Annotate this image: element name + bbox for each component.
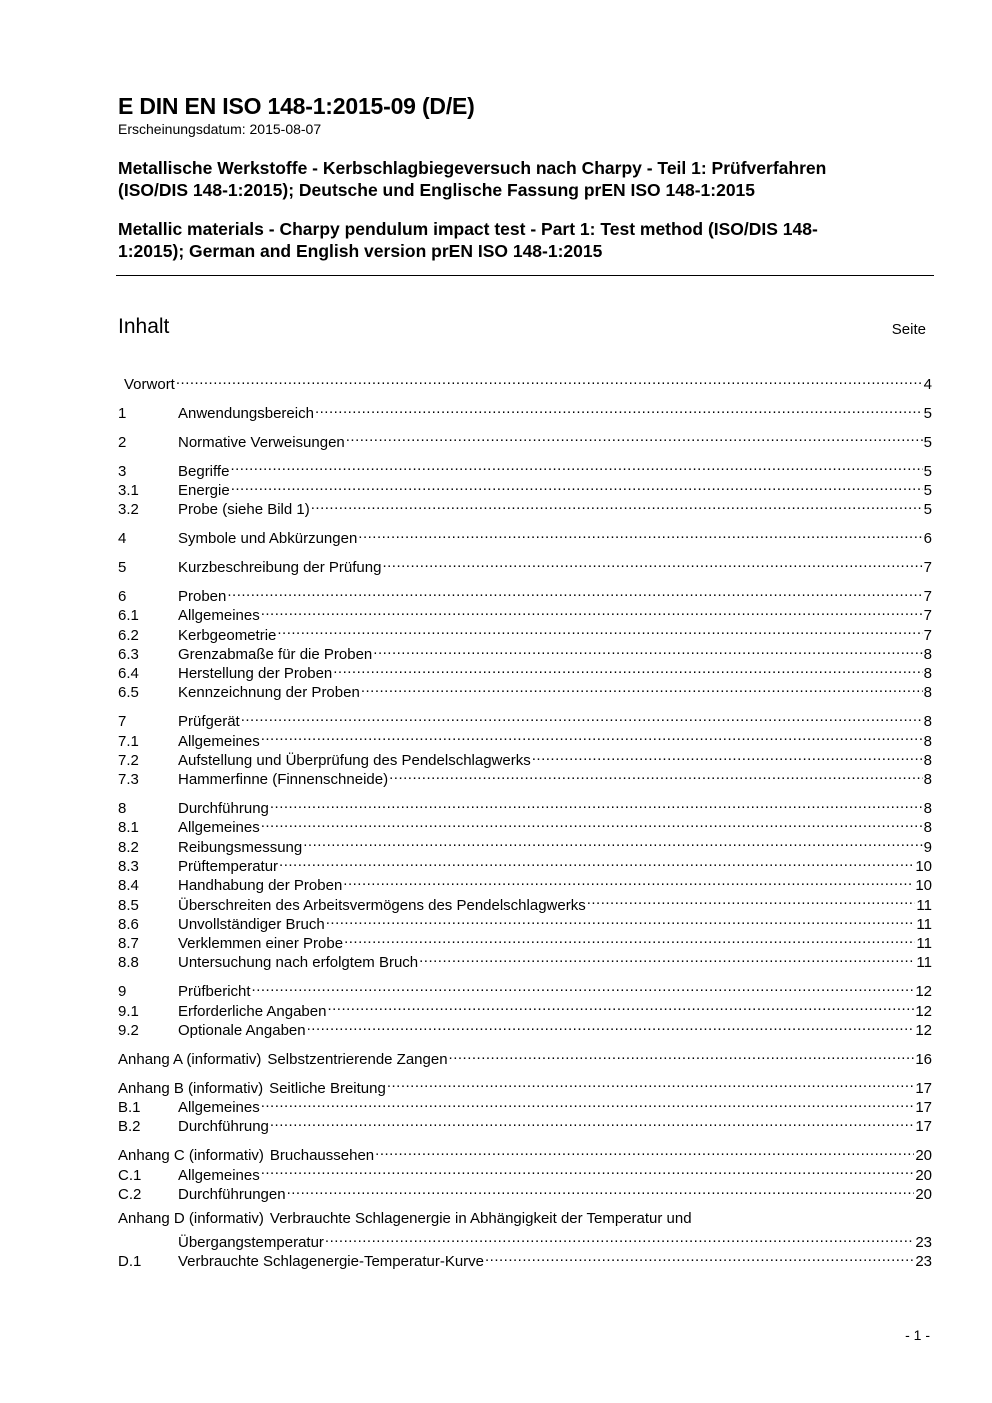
toc-entry-title: Kerbgeometrie bbox=[178, 626, 277, 644]
toc-entry-number: 7.1 bbox=[118, 732, 139, 750]
toc-entry-title: Handhabung der Proben bbox=[178, 877, 343, 895]
toc-entry-page: 8 bbox=[923, 732, 932, 750]
toc-entry-number: 7 bbox=[118, 713, 127, 731]
toc-entry-number: C.2 bbox=[118, 1185, 142, 1203]
toc-entry[interactable] bbox=[118, 553, 932, 577]
toc-entry[interactable] bbox=[118, 794, 932, 818]
toc-entry-page: 20 bbox=[915, 1185, 932, 1203]
toc-entry-title: Proben bbox=[178, 587, 227, 605]
toc-dot-leader bbox=[270, 794, 923, 813]
toc-dot-leader bbox=[587, 891, 916, 910]
toc-entry-title: Kurzbeschreibung der Prüfung bbox=[178, 559, 382, 577]
toc-entry-title: Probe (siehe Bild 1) bbox=[178, 501, 310, 519]
toc-entry-page: 8 bbox=[923, 800, 932, 818]
toc-entry-number: 6.2 bbox=[118, 626, 139, 644]
toc-entry-number: 9 bbox=[118, 983, 127, 1001]
toc-entry[interactable] bbox=[118, 727, 932, 750]
toc-dot-leader bbox=[261, 813, 923, 832]
toc-dot-leader bbox=[382, 553, 922, 572]
toc-entry-number: 2 bbox=[118, 433, 127, 451]
toc-dot-leader bbox=[343, 871, 914, 890]
toc-entry-page: 11 bbox=[916, 935, 932, 953]
toc-entry-title: Übergangstemperatur bbox=[178, 1234, 324, 1251]
toc-entry-page: 17 bbox=[915, 1118, 932, 1136]
toc-entry-title: Prüftemperatur bbox=[178, 857, 279, 875]
toc-entry-number: 8.2 bbox=[118, 838, 139, 856]
toc-entry[interactable] bbox=[118, 1141, 932, 1165]
toc-dot-leader bbox=[387, 1074, 915, 1093]
toc-entry-page: 11 bbox=[916, 915, 932, 933]
toc-entry-page: 8 bbox=[923, 713, 932, 731]
toc-dot-leader bbox=[227, 582, 922, 601]
toc-entry[interactable] bbox=[118, 399, 932, 422]
toc-entry-title: Allgemeines bbox=[178, 1099, 260, 1117]
toc-group bbox=[118, 1141, 932, 1203]
header-divider bbox=[116, 275, 934, 276]
toc-entry-title: Symbole und Abkürzungen bbox=[178, 530, 358, 548]
toc-entry-number: C.1 bbox=[118, 1166, 142, 1184]
toc-entry-number: 8.7 bbox=[118, 935, 139, 953]
toc-dot-leader bbox=[315, 399, 923, 418]
toc-entry-number: 6.5 bbox=[118, 684, 139, 702]
toc-dot-leader bbox=[419, 948, 915, 967]
toc-entry-title: Grenzabmaße für die Proben bbox=[178, 645, 373, 663]
toc-entry-title: Überschreiten des Arbeitsvermögens des Pendelschlagwerks bbox=[178, 896, 586, 914]
toc-entry-page: 12 bbox=[915, 983, 932, 1001]
toc-entry-page: 7 bbox=[923, 626, 932, 644]
title-german-line-2: (ISO/DIS 148-1:2015); Deutsche und Englische Fassung prEN ISO 148-1:2015 bbox=[118, 180, 756, 200]
toc-entry-number: 8.6 bbox=[118, 915, 139, 933]
title-english bbox=[118, 218, 934, 262]
toc-entry-page: 23 bbox=[915, 1234, 932, 1251]
toc-heading: Inhalt bbox=[118, 315, 170, 338]
toc-entry-number: Anhang C (informativ) bbox=[118, 1147, 264, 1165]
toc-group bbox=[118, 1074, 932, 1136]
toc-entry-page: 8 bbox=[923, 751, 932, 769]
table-of-contents bbox=[118, 370, 932, 1276]
toc-entry-page: 6 bbox=[923, 530, 932, 548]
toc-group bbox=[118, 370, 932, 393]
toc-entry-number: 8.1 bbox=[118, 819, 139, 837]
toc-entry-title: Aufstellung und Überprüfung des Pendelschlagwerks bbox=[178, 751, 531, 769]
toc-entry-title: Verklemmen einer Probe bbox=[178, 935, 344, 953]
toc-entry[interactable] bbox=[118, 601, 932, 625]
toc-entry-number: 8.4 bbox=[118, 877, 139, 895]
toc-entry-number: 6.3 bbox=[118, 645, 139, 663]
toc-dot-leader bbox=[485, 1247, 914, 1266]
toc-entry-number: B.2 bbox=[118, 1118, 141, 1136]
toc-entry-page: 8 bbox=[923, 645, 932, 663]
toc-entry-title: Energie bbox=[178, 481, 230, 499]
toc-entry-page: 7 bbox=[923, 587, 932, 605]
toc-dot-leader bbox=[326, 910, 916, 929]
toc-entry-title: Durchführung bbox=[178, 800, 269, 818]
toc-entry-page: 5 bbox=[923, 404, 932, 422]
toc-entry-title: Allgemeines bbox=[178, 819, 260, 837]
toc-entry-page: 4 bbox=[923, 376, 932, 393]
toc-entry-number: 9.2 bbox=[118, 1021, 139, 1039]
toc-entry[interactable] bbox=[118, 977, 932, 1001]
toc-entry-title: Hammerfinne (Finnenschneide) bbox=[178, 771, 389, 789]
toc-entry-page: 8 bbox=[923, 819, 932, 837]
toc-entry-page: 5 bbox=[923, 462, 932, 480]
toc-entry-page: 20 bbox=[915, 1166, 932, 1184]
toc-entry-title: Optionale Angaben bbox=[178, 1021, 306, 1039]
toc-entry[interactable] bbox=[118, 1045, 932, 1068]
toc-group bbox=[118, 1209, 932, 1271]
toc-entry-title: Herstellung der Proben bbox=[178, 665, 333, 683]
toc-entry-page: 8 bbox=[923, 771, 932, 789]
document-id: E DIN EN ISO 148-1:2015-09 (D/E) bbox=[118, 93, 475, 119]
toc-entry-page: 5 bbox=[923, 433, 932, 451]
toc-entry-page: 20 bbox=[915, 1147, 932, 1165]
toc-group bbox=[118, 399, 932, 422]
toc-dot-leader bbox=[279, 852, 914, 871]
toc-entry-page: 11 bbox=[916, 954, 932, 972]
toc-entry-number: D.1 bbox=[118, 1253, 142, 1271]
toc-entry-number: 6.1 bbox=[118, 607, 139, 625]
toc-page-column-label: Seite bbox=[891, 321, 926, 338]
toc-entry-number: 6 bbox=[118, 587, 127, 605]
toc-dot-leader bbox=[358, 524, 922, 543]
title-english-line-1: Metallic materials - Charpy pendulum impact test - Part 1: Test method (ISO/DIS 148- bbox=[118, 219, 818, 239]
toc-entry-number: 3.1 bbox=[118, 481, 139, 499]
toc-dot-leader bbox=[373, 640, 922, 659]
toc-entry-title: Erforderliche Angaben bbox=[178, 1002, 327, 1020]
toc-entry-title: Unvollständiger Bruch bbox=[178, 915, 325, 933]
toc-entry-page: 10 bbox=[915, 877, 932, 895]
toc-entry-title: Verbrauchte Schlagenergie-Temperatur-Kurve bbox=[178, 1253, 484, 1271]
toc-entry-title: Begriffe bbox=[178, 462, 230, 480]
toc-group bbox=[118, 553, 932, 577]
toc-entry-page: 8 bbox=[923, 684, 932, 702]
toc-entry-page: 9 bbox=[923, 838, 932, 856]
toc-dot-leader bbox=[252, 977, 915, 996]
toc-dot-leader bbox=[532, 746, 923, 765]
toc-entry[interactable] bbox=[118, 1228, 932, 1251]
toc-entry[interactable] bbox=[118, 370, 932, 393]
toc-entry-title: Prüfgerät bbox=[178, 713, 240, 731]
toc-dot-leader bbox=[449, 1045, 915, 1064]
title-german bbox=[118, 157, 934, 201]
toc-dot-leader bbox=[361, 678, 923, 697]
toc-dot-leader bbox=[307, 1016, 915, 1035]
toc-dot-leader bbox=[346, 428, 923, 447]
toc-entry-page: 5 bbox=[923, 481, 932, 499]
toc-entry[interactable] bbox=[118, 428, 932, 451]
toc-entry-title: Seitliche Breitung bbox=[269, 1079, 386, 1097]
toc-entry-number: 9.1 bbox=[118, 1002, 139, 1020]
toc-group bbox=[118, 977, 932, 1039]
toc-entry-number: B.1 bbox=[118, 1099, 141, 1117]
title-english-line-2: 1:2015); German and English version prEN ISO 148-1:2015 bbox=[118, 241, 603, 261]
toc-entry-page: 12 bbox=[915, 1002, 932, 1020]
toc-entry-page: 12 bbox=[915, 1021, 932, 1039]
toc-entry-page: 16 bbox=[915, 1050, 932, 1068]
toc-dot-leader bbox=[230, 457, 922, 476]
toc-entry[interactable] bbox=[118, 1209, 932, 1228]
title-german-line-1: Metallische Werkstoffe - Kerbschlagbiegeversuch nach Charpy - Teil 1: Prüfverfahren bbox=[118, 158, 827, 178]
toc-entry-title: Prüfbericht bbox=[178, 983, 251, 1001]
toc-dot-leader bbox=[270, 1112, 914, 1131]
toc-entry[interactable] bbox=[118, 524, 932, 548]
toc-entry-page: 17 bbox=[915, 1079, 932, 1097]
toc-dot-leader bbox=[277, 621, 922, 640]
document-header bbox=[118, 92, 934, 262]
toc-dot-leader bbox=[261, 601, 923, 620]
toc-entry-number: 8.5 bbox=[118, 896, 139, 914]
toc-entry[interactable] bbox=[118, 707, 932, 731]
toc-entry-title: Allgemeines bbox=[178, 1166, 260, 1184]
toc-group bbox=[118, 428, 932, 451]
toc-dot-leader bbox=[344, 929, 915, 948]
toc-dot-leader bbox=[303, 833, 922, 852]
toc-entry-number: Anhang A (informativ) bbox=[118, 1050, 262, 1068]
toc-entry-page: 17 bbox=[915, 1099, 932, 1117]
toc-group bbox=[118, 1045, 932, 1068]
toc-entry-title: Allgemeines bbox=[178, 607, 260, 625]
toc-entry-title: Anwendungsbereich bbox=[178, 404, 314, 422]
toc-entry-number: 7.3 bbox=[118, 771, 139, 789]
toc-entry-number: 8 bbox=[118, 800, 127, 818]
toc-entry-number: 8.8 bbox=[118, 954, 139, 972]
toc-dot-leader bbox=[231, 476, 923, 495]
toc-dot-leader bbox=[261, 1093, 915, 1112]
toc-entry[interactable] bbox=[118, 582, 932, 605]
toc-entry[interactable] bbox=[118, 1074, 932, 1097]
toc-dot-leader bbox=[311, 495, 923, 514]
toc-entry-title: Untersuchung nach erfolgtem Bruch bbox=[178, 954, 419, 972]
toc-entry-title: Reibungsmessung bbox=[178, 838, 303, 856]
toc-entry-title: Selbstzentrierende Zangen bbox=[267, 1050, 448, 1068]
toc-entry-number: 8.3 bbox=[118, 857, 139, 875]
toc-group bbox=[118, 582, 932, 702]
toc-group bbox=[118, 457, 932, 519]
toc-entry-number: Anhang D (informativ) bbox=[118, 1209, 264, 1227]
toc-entry-page: 5 bbox=[923, 501, 932, 519]
toc-group bbox=[118, 707, 932, 789]
toc-dot-leader bbox=[176, 370, 923, 389]
toc-dot-leader bbox=[325, 1228, 914, 1247]
toc-entry-number: 4 bbox=[118, 530, 127, 548]
toc-entry-title: Allgemeines bbox=[178, 732, 260, 750]
toc-group bbox=[118, 524, 932, 548]
toc-entry-number: Anhang B (informativ) bbox=[118, 1079, 264, 1097]
toc-group bbox=[118, 794, 932, 972]
toc-dot-leader bbox=[287, 1180, 915, 1199]
toc-entry-number: 6.4 bbox=[118, 665, 139, 683]
toc-dot-leader bbox=[261, 727, 923, 746]
toc-dot-leader bbox=[261, 1161, 915, 1180]
toc-dot-leader bbox=[241, 707, 923, 726]
toc-entry-title: Verbrauchte Schlagenergie in Abhängigkeit der Temperatur und bbox=[269, 1209, 692, 1227]
page-number: - 1 - bbox=[905, 1327, 930, 1343]
toc-dot-leader bbox=[333, 659, 922, 678]
toc-entry-number: 1 bbox=[118, 404, 127, 422]
toc-entry-page: 11 bbox=[916, 896, 932, 914]
toc-entry-number: 5 bbox=[118, 559, 127, 577]
toc-entry[interactable] bbox=[118, 476, 932, 499]
toc-entry-title: Vorwort bbox=[124, 376, 175, 393]
toc-dot-leader bbox=[389, 765, 923, 784]
toc-entry-page: 8 bbox=[923, 665, 932, 683]
toc-entry-page: 23 bbox=[915, 1253, 932, 1271]
toc-entry-title: Kennzeichnung der Proben bbox=[178, 684, 360, 702]
toc-entry-number: 3.2 bbox=[118, 501, 139, 519]
publication-date: Erscheinungsdatum: 2015-08-07 bbox=[118, 121, 322, 137]
toc-entry-number: 3 bbox=[118, 462, 127, 480]
toc-entry-title: Durchführungen bbox=[178, 1185, 286, 1203]
toc-entry-title: Durchführung bbox=[178, 1118, 269, 1136]
toc-entry-title: Bruchaussehen bbox=[269, 1147, 375, 1165]
toc-entry-title: Normative Verweisungen bbox=[178, 433, 345, 451]
toc-entry-page: 7 bbox=[923, 559, 932, 577]
toc-dot-leader bbox=[327, 997, 914, 1016]
toc-entry[interactable] bbox=[118, 495, 932, 519]
toc-entry-number: 7.2 bbox=[118, 751, 139, 769]
toc-entry-page: 10 bbox=[915, 857, 932, 875]
toc-entry-page: 7 bbox=[923, 607, 932, 625]
toc-dot-leader bbox=[375, 1141, 914, 1160]
toc-entry[interactable] bbox=[118, 457, 932, 480]
